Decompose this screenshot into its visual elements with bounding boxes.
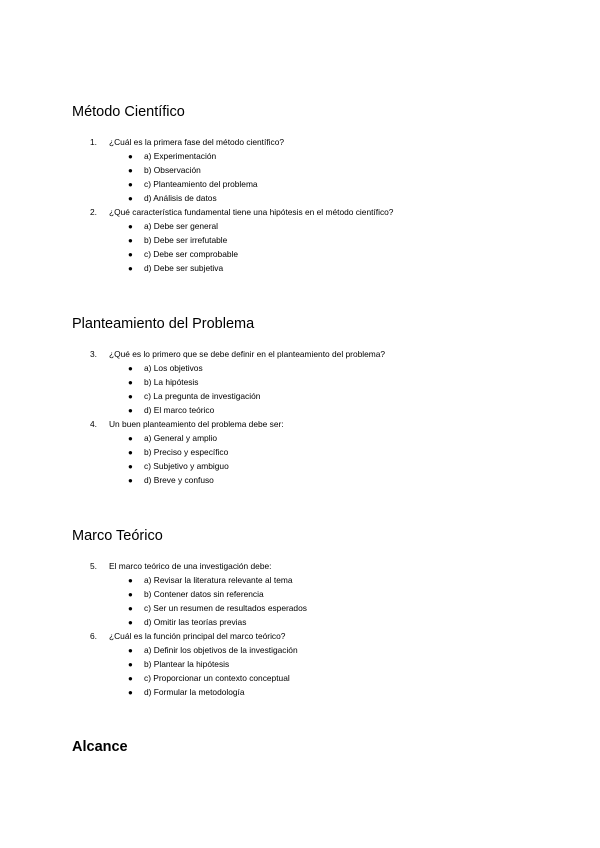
bullet-icon: ●	[128, 448, 133, 457]
option-text: c) Planteamiento del problema	[144, 179, 258, 189]
option-6c	[128, 673, 290, 684]
question-number: 2.	[90, 207, 97, 217]
bullet-icon: ●	[128, 590, 133, 599]
question-number: 6.	[90, 631, 97, 641]
question-number: 4.	[90, 419, 97, 429]
option-2b	[128, 235, 227, 246]
option-text: d) Omitir las teorías previas	[144, 617, 247, 627]
bullet-icon: ●	[128, 406, 133, 415]
bullet-icon: ●	[128, 166, 133, 175]
option-text: c) Proporcionar un contexto conceptual	[144, 673, 290, 683]
bullet-icon: ●	[128, 264, 133, 273]
option-4a	[128, 433, 217, 444]
bullet-icon: ●	[128, 236, 133, 245]
bullet-icon: ●	[128, 604, 133, 613]
option-6b	[128, 659, 229, 670]
option-text: d) Debe ser subjetiva	[144, 263, 224, 273]
option-text: b) La hipótesis	[144, 377, 199, 387]
question-text: ¿Cuál es la primera fase del método científico?	[109, 137, 285, 147]
option-5c	[128, 603, 307, 614]
question-1	[90, 137, 284, 148]
option-3d	[128, 405, 214, 416]
bullet-icon: ●	[128, 152, 133, 161]
bullet-icon: ●	[128, 660, 133, 669]
option-text: a) Debe ser general	[144, 221, 219, 231]
bullet-icon: ●	[128, 180, 133, 189]
bullet-icon: ●	[128, 476, 133, 485]
option-3c	[128, 391, 260, 402]
bullet-icon: ●	[128, 222, 133, 231]
option-2d	[128, 263, 223, 274]
option-text: c) Debe ser comprobable	[144, 249, 239, 259]
option-text: d) Breve y confuso	[144, 475, 214, 485]
option-text: a) Los objetivos	[144, 363, 203, 373]
option-4b	[128, 447, 228, 458]
option-text: b) Contener datos sin referencia	[144, 589, 264, 599]
option-text: b) Debe ser irrefutable	[144, 235, 228, 245]
option-5b	[128, 589, 264, 600]
option-5a	[128, 575, 293, 586]
option-3a	[128, 363, 203, 374]
question-text: ¿Qué característica fundamental tiene una hipótesis en el método científico?	[109, 207, 394, 217]
option-6a	[128, 645, 298, 656]
question-2	[90, 207, 393, 218]
option-1a	[128, 151, 216, 162]
bullet-icon: ●	[128, 378, 133, 387]
question-text: ¿Qué es lo primero que se debe definir en el planteamiento del problema?	[109, 349, 386, 359]
bullet-icon: ●	[128, 194, 133, 203]
option-1b	[128, 165, 201, 176]
bullet-icon: ●	[128, 250, 133, 259]
section-title-marco-teorico: Marco Teórico	[72, 528, 163, 544]
option-text: c) La pregunta de investigación	[144, 391, 261, 401]
section-title-planteamiento: Planteamiento del Problema	[72, 316, 255, 332]
option-text: b) Preciso y específico	[144, 447, 229, 457]
bullet-icon: ●	[128, 434, 133, 443]
question-number: 3.	[90, 349, 97, 359]
question-number: 5.	[90, 561, 97, 571]
question-text: Un buen planteamiento del problema debe ser:	[109, 419, 284, 429]
option-text: a) Revisar la literatura relevante al tema	[144, 575, 293, 585]
bullet-icon: ●	[128, 646, 133, 655]
option-text: c) Subjetivo y ambiguo	[144, 461, 229, 471]
option-1d	[128, 193, 217, 204]
option-4c	[128, 461, 229, 472]
option-text: a) Definir los objetivos de la investigación	[144, 645, 298, 655]
bullet-icon: ●	[128, 392, 133, 401]
option-text: d) Formular la metodología	[144, 687, 245, 697]
bullet-icon: ●	[128, 576, 133, 585]
option-text: b) Observación	[144, 165, 201, 175]
option-text: d) El marco teórico	[144, 405, 215, 415]
option-text: d) Análisis de datos	[144, 193, 217, 203]
bullet-icon: ●	[128, 688, 133, 697]
option-text: a) General y amplio	[144, 433, 218, 443]
bullet-icon: ●	[128, 618, 133, 627]
section-title-metodo-cientifico: Método Científico	[72, 104, 185, 120]
question-4	[90, 419, 284, 430]
option-5d	[128, 617, 246, 628]
option-3b	[128, 377, 198, 388]
question-3	[90, 349, 385, 360]
question-5	[90, 561, 271, 572]
option-2a	[128, 221, 218, 232]
question-number: 1.	[90, 137, 97, 147]
question-text: El marco teórico de una investigación debe:	[109, 561, 272, 571]
bullet-icon: ●	[128, 364, 133, 373]
bullet-icon: ●	[128, 674, 133, 683]
option-text: a) Experimentación	[144, 151, 217, 161]
option-text: b) Plantear la hipótesis	[144, 659, 230, 669]
option-4d	[128, 475, 214, 486]
question-6	[90, 631, 285, 642]
option-1c	[128, 179, 258, 190]
section-title-alcance: Alcance	[72, 739, 128, 755]
option-text: c) Ser un resumen de resultados esperados	[144, 603, 307, 613]
question-text: ¿Cuál es la función principal del marco teórico?	[109, 631, 286, 641]
option-2c	[128, 249, 238, 260]
option-6d	[128, 687, 245, 698]
bullet-icon: ●	[128, 462, 133, 471]
